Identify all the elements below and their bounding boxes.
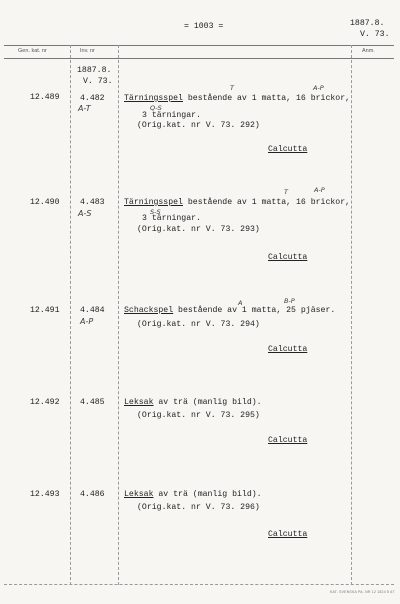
entry-handwritten-note-c: S-S xyxy=(150,208,161,216)
entry-gen-nr: 12.489 xyxy=(30,93,60,102)
entry-description-line1 xyxy=(124,94,350,104)
entry-handwritten-note-a: T xyxy=(284,188,288,196)
entry-place: Calcutta xyxy=(268,436,308,445)
first-entry-ref-line1: 1887.8. xyxy=(77,66,112,75)
corner-ref-line2: V. 73. xyxy=(360,30,390,39)
entry-handwritten-note-b: A-P xyxy=(313,84,324,92)
entry-description-line1 xyxy=(124,490,262,500)
entry-title: Schackspel xyxy=(124,306,174,315)
footer-print-code: KAT. SVENSKA PA. NR 12 1824 5 67 xyxy=(330,590,395,594)
column-divider-1 xyxy=(70,45,71,585)
entry-gen-nr: 12.490 xyxy=(30,198,60,207)
entry-inv-nr: 4.482 xyxy=(80,94,105,103)
entry-original-catalog-ref: (Orig.kat. nr V. 73. 292) xyxy=(137,121,260,130)
entry-inv-nr: 4.483 xyxy=(80,198,105,207)
column-divider-3 xyxy=(351,45,352,585)
entry-description: bestående av 1 matta, 16 brickor, xyxy=(182,198,351,207)
entry-handwritten-note-a: T xyxy=(230,84,234,92)
entry-inv-handwritten-note: A-S xyxy=(78,209,92,218)
entry-title: Tärningsspel xyxy=(124,94,183,103)
column-divider-2 xyxy=(118,45,119,585)
entry-inv-handwritten-note: A-T xyxy=(78,104,91,113)
entry-gen-nr: 12.492 xyxy=(30,398,60,407)
entry-place: Calcutta xyxy=(268,345,308,354)
entry-description: bestående av 1 matta, 25 pjäser. xyxy=(173,306,336,315)
column-header-anm: Anm. xyxy=(362,48,375,54)
entry-description: bestående av 1 matta, 16 brickor, xyxy=(182,94,351,103)
entry-title: Tärningsspel xyxy=(124,198,183,207)
header-bottom-rule xyxy=(4,58,394,59)
entry-place: Calcutta xyxy=(268,145,308,154)
column-header-inv-nr: Inv. nr xyxy=(80,48,95,54)
entry-title: Leksak xyxy=(124,398,154,407)
entry-original-catalog-ref: (Orig.kat. nr V. 73. 296) xyxy=(137,503,260,512)
entry-gen-nr: 12.491 xyxy=(30,306,60,315)
entry-description-line1 xyxy=(124,306,335,316)
entry-place: Calcutta xyxy=(268,530,308,539)
entry-original-catalog-ref: (Orig.kat. nr V. 73. 293) xyxy=(137,225,260,234)
entry-inv-nr: 4.486 xyxy=(80,490,105,499)
column-header-gen-kat-nr: Gen. kat. nr xyxy=(18,48,47,54)
corner-ref-line1: 1887.8. xyxy=(350,19,385,28)
entry-original-catalog-ref: (Orig.kat. nr V. 73. 295) xyxy=(137,411,260,420)
entry-inv-nr: 4.484 xyxy=(80,306,105,315)
page-number: = 1003 = xyxy=(184,22,224,31)
entry-original-catalog-ref: (Orig.kat. nr V. 73. 294) xyxy=(137,320,260,329)
entry-inv-nr: 4.485 xyxy=(80,398,105,407)
entry-handwritten-note-c: Q-S xyxy=(150,104,162,112)
entry-description-line1 xyxy=(124,198,350,208)
header-top-rule xyxy=(4,45,394,46)
entry-description-line1 xyxy=(124,398,262,408)
entry-handwritten-note-b: A-P xyxy=(314,186,325,194)
entry-place: Calcutta xyxy=(268,253,308,262)
entry-description-line2: 3 tärningar. xyxy=(142,214,201,223)
entry-description-line2: 3 tärningar. xyxy=(142,111,201,120)
first-entry-ref-line2: V. 73. xyxy=(83,77,113,86)
entry-inv-handwritten-note: A-P xyxy=(80,317,94,326)
entry-handwritten-note-a: A xyxy=(238,299,243,307)
entry-handwritten-note-b: B-P xyxy=(284,297,295,305)
entry-description: av trä (manlig bild). xyxy=(153,490,262,499)
entry-title: Leksak xyxy=(124,490,154,499)
entry-gen-nr: 12.493 xyxy=(30,490,60,499)
table-bottom-rule xyxy=(4,584,394,585)
entry-description: av trä (manlig bild). xyxy=(153,398,262,407)
